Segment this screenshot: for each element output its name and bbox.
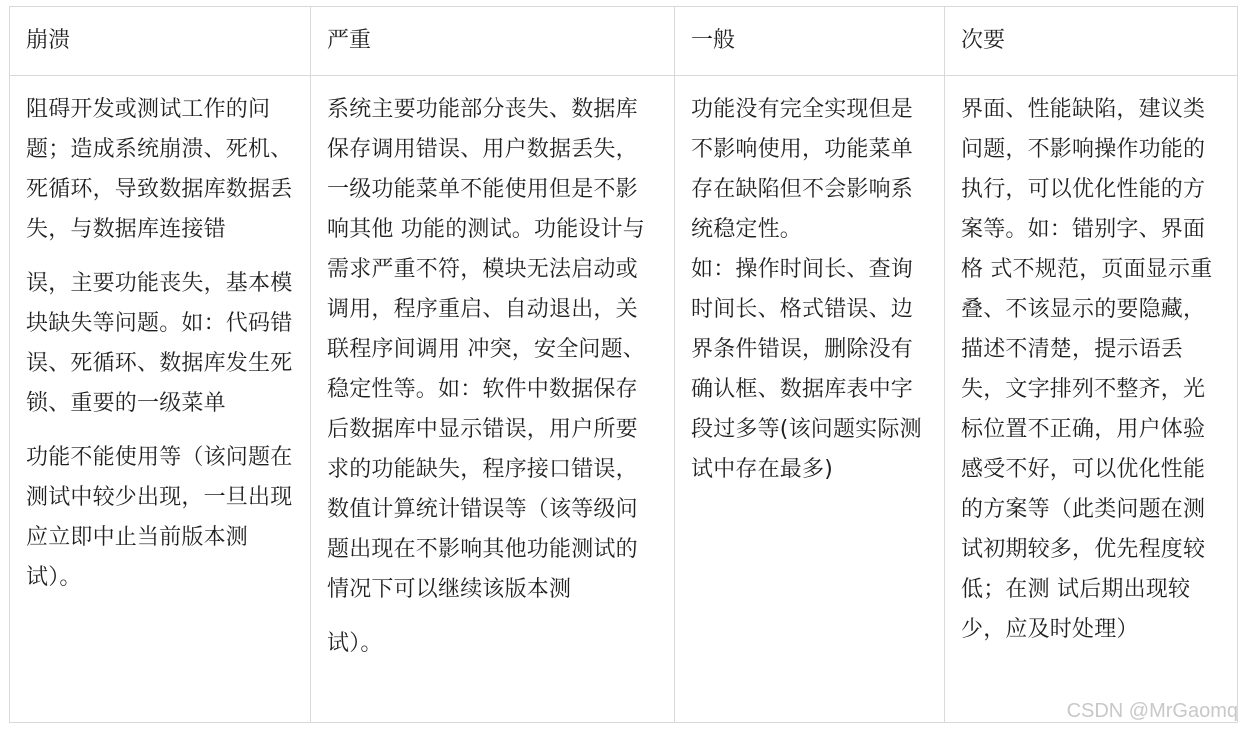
column-divider xyxy=(944,7,945,722)
cell-crash-para-3: 功能不能使用等（该问题在测试中较少出现，一旦出现应立即中止当前版本测试）。 xyxy=(26,445,293,590)
severity-table xyxy=(9,6,1238,723)
header-crash: 崩溃 xyxy=(26,28,71,53)
header-general: 一般 xyxy=(691,28,736,53)
watermark: CSDN @MrGaomq xyxy=(1066,700,1238,722)
cell-severe-para-1: 系统主要功能部分丧失、数据库保存调用错误、用户数据丢失，一级功能菜单不能使用但是不影响其他 功能的测试。功能设计与需求严重不符，模块无法启动或调用，程序重启、自动退出，关联程序间调用 冲突，安全问题、稳定性等。如：软件中数据保存后数据库中显示错误，用户所要求的功能缺失，程序接口错误，数值计算统计错误等（该等级问题出现在不影响其他功能测试的情况下可以继续该版本测 xyxy=(327,97,645,602)
cell-severe xyxy=(327,90,659,664)
cell-general xyxy=(691,90,927,490)
column-divider xyxy=(310,7,311,722)
column-divider xyxy=(674,7,675,722)
cell-general-para-1: 功能没有完全实现但是不影响使用，功能菜单存在缺陷但不会影响系统稳定性。 xyxy=(691,97,914,242)
header-divider xyxy=(10,75,1237,76)
cell-minor xyxy=(961,90,1217,650)
cell-crash-para-1: 阻碍开发或测试工作的问题；造成系统崩溃、死机、死循环，导致数据库数据丢失，与数据库连接错 xyxy=(26,97,293,242)
header-minor: 次要 xyxy=(961,28,1006,53)
header-severe: 严重 xyxy=(327,28,372,53)
cell-minor-para-1: 界面、性能缺陷，建议类问题，不影响操作功能的执行，可以优化性能的方案等。如：错别字、界面格 式不规范，页面显示重叠、不该显示的要隐藏，描述不清楚，提示语丢失，文字排列不整齐，光标位置不正确，用户体验感受不好，可以优化性能的方案等（此类问题在测试初期较多，优先程度较低；在测 试后期出现较少，应及时处理） xyxy=(961,97,1213,642)
cell-crash xyxy=(26,90,302,598)
cell-crash-para-2: 误，主要功能丧失，基本模块缺失等问题。如：代码错误、死循环、数据库发生死锁、重要的一级菜单 xyxy=(26,271,293,416)
cell-general-para-2: 如：操作时间长、查询时间长、格式错误、边界条件错误，删除没有确认框、数据库表中字段过多等(该问题实际测试中存在最多) xyxy=(691,257,922,482)
cell-severe-para-2: 试）。 xyxy=(327,631,383,656)
